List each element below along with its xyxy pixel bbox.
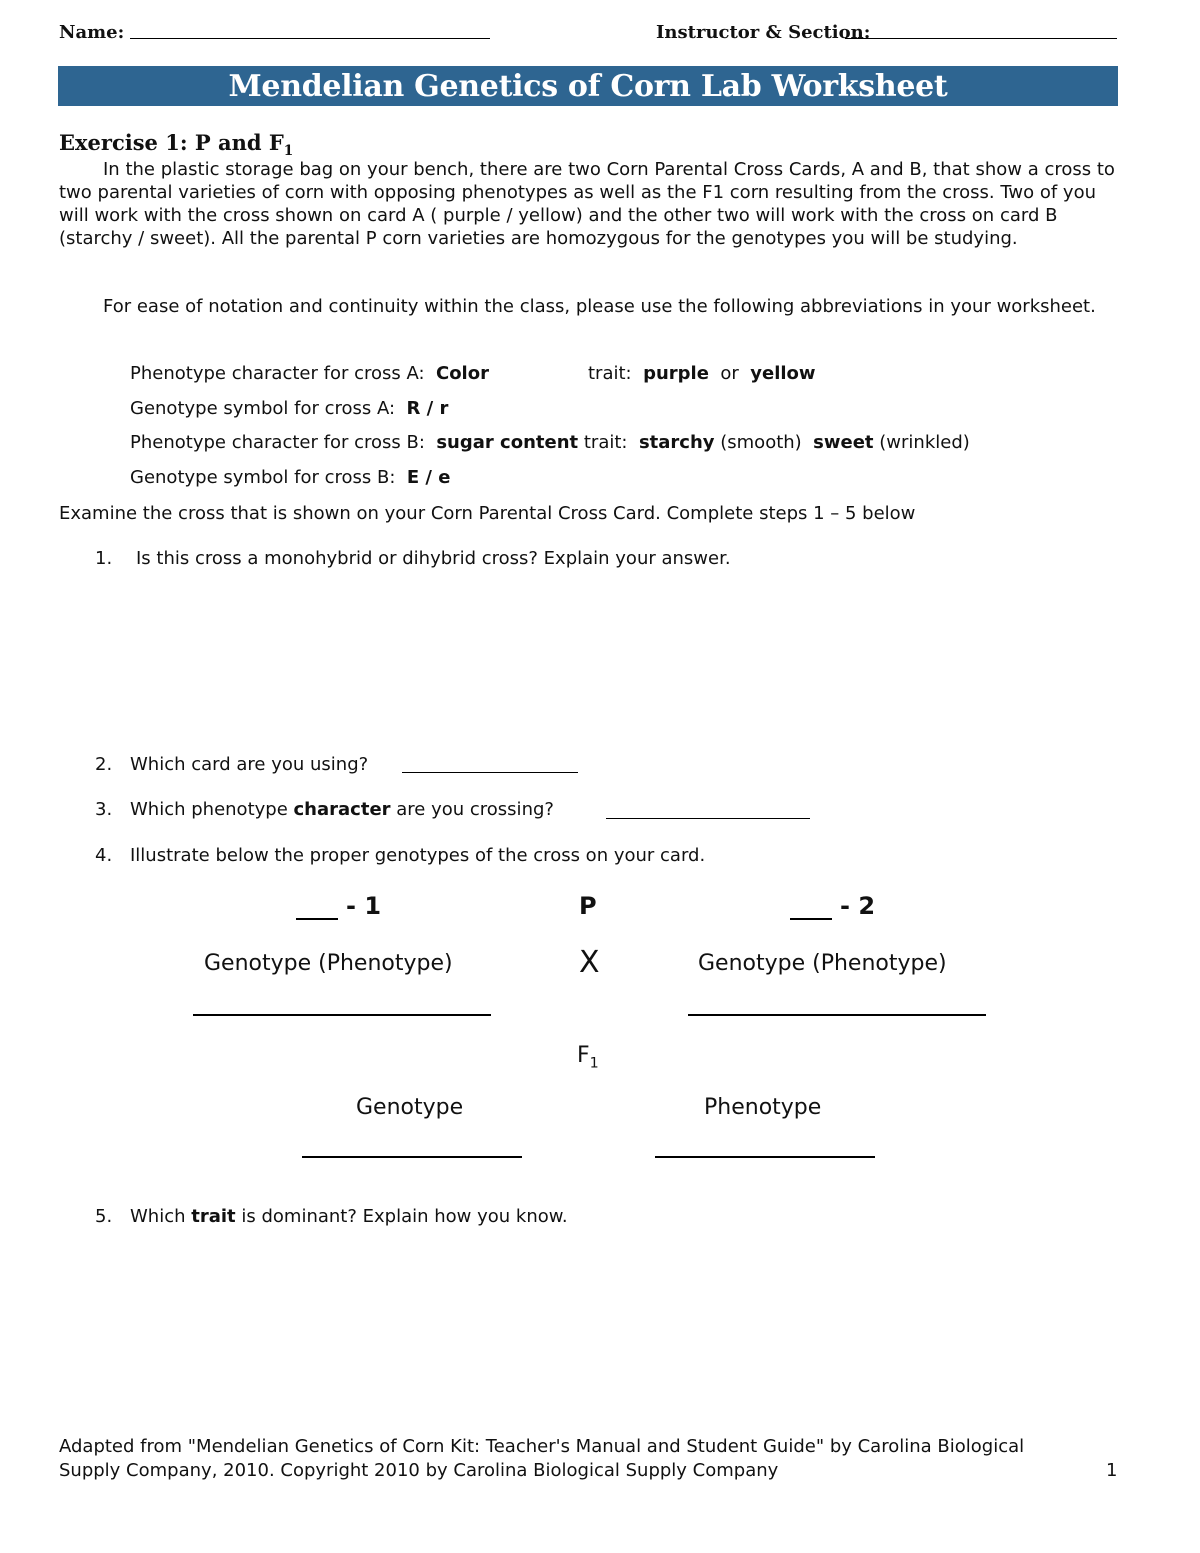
instruction-text: Examine the cross that is shown on your Corn Parental Cross Card. Complete steps 1 – 5 below xyxy=(59,503,916,524)
parent2-answer-line[interactable] xyxy=(688,1014,986,1016)
name-field-line[interactable] xyxy=(130,38,490,39)
abbr-row-b-char xyxy=(130,431,970,454)
q1-text: Is this cross a monohybrid or dihybrid cross? Explain your answer. xyxy=(136,548,731,569)
f1-sub: 1 xyxy=(589,1055,599,1072)
q3-number: 3. xyxy=(95,799,113,820)
parent2-label: - 2 xyxy=(840,892,876,920)
q5-bold: trait xyxy=(191,1206,236,1227)
q2-number: 2. xyxy=(95,754,113,775)
q5-answer-area[interactable] xyxy=(130,1235,1110,1415)
or-word: or xyxy=(720,363,739,384)
page-title: Mendelian Genetics of Corn Lab Worksheet xyxy=(228,69,948,104)
f1-letter: F xyxy=(577,1043,590,1068)
parent1-genotype-phenotype-label: Genotype (Phenotype) xyxy=(204,951,453,976)
parent1-label: - 1 xyxy=(346,892,382,920)
b-trait-2: sweet xyxy=(813,432,874,453)
q3-post: are you crossing? xyxy=(396,799,554,820)
q4-number: 4. xyxy=(95,845,113,866)
exercise-heading-sub: 1 xyxy=(283,143,294,160)
footer-credit-line2: Supply Company, 2010. Copyright 2010 by Carolina Biological Supply Company xyxy=(59,1460,779,1481)
p-generation-label: P xyxy=(579,892,597,920)
a-char-value: Color xyxy=(435,363,489,384)
b-geno-label: Genotype symbol for cross B: xyxy=(130,467,396,488)
b-trait-1-note: (smooth) xyxy=(720,432,802,453)
a-trait-label: trait: xyxy=(588,363,632,384)
abbr-row-a-trait xyxy=(588,362,816,385)
parent2-blank[interactable] xyxy=(790,918,832,920)
abbr-row-a-char xyxy=(130,362,489,385)
a-char-label: Phenotype character for cross A: xyxy=(130,363,425,384)
q3-bold: character xyxy=(293,799,391,820)
a-geno-label: Genotype symbol for cross A: xyxy=(130,398,396,419)
footer-credit-line1: Adapted from "Mendelian Genetics of Corn Kit: Teacher's Manual and Student Guide" by Carolina Biological xyxy=(59,1436,1025,1457)
q3-answer-line[interactable] xyxy=(606,818,810,819)
f1-genotype-label: Genotype xyxy=(356,1095,464,1120)
parent1-answer-line[interactable] xyxy=(193,1014,491,1016)
notation-paragraph: For ease of notation and continuity within the class, please use the following abbreviations in your worksheet. xyxy=(103,296,1096,317)
instructor-field-line[interactable] xyxy=(845,38,1117,39)
title-bar xyxy=(58,66,1118,106)
q3-pre: Which phenotype xyxy=(130,799,288,820)
cross-x-symbol: X xyxy=(579,945,600,980)
b-trait-1: starchy xyxy=(638,432,715,453)
q2-text: Which card are you using? xyxy=(130,754,369,775)
a-trait-2: yellow xyxy=(750,363,816,384)
q4-text: Illustrate below the proper genotypes of the cross on your card. xyxy=(130,845,706,866)
q5-post: is dominant? Explain how you know. xyxy=(241,1206,568,1227)
b-geno-value: E / e xyxy=(406,467,451,488)
q5-pre: Which xyxy=(130,1206,186,1227)
parent2-genotype-phenotype-label: Genotype (Phenotype) xyxy=(698,951,947,976)
f1-generation-label xyxy=(577,1043,599,1071)
b-char-value: sugar content xyxy=(436,432,579,453)
q3-text xyxy=(130,798,554,821)
f1-genotype-answer-line[interactable] xyxy=(302,1156,522,1158)
exercise-heading xyxy=(59,130,293,159)
f1-phenotype-label: Phenotype xyxy=(704,1095,822,1120)
abbr-row-a-geno xyxy=(130,397,448,420)
instructor-label: Instructor & Section: xyxy=(656,22,871,43)
a-trait-1: purple xyxy=(643,363,709,384)
q5-text xyxy=(130,1205,568,1228)
page-number: 1 xyxy=(1106,1460,1118,1481)
f1-phenotype-answer-line[interactable] xyxy=(655,1156,875,1158)
abbr-row-b-geno xyxy=(130,466,450,489)
q1-number: 1. xyxy=(95,548,113,569)
parent1-blank[interactable] xyxy=(296,918,338,920)
a-geno-value: R / r xyxy=(406,398,449,419)
exercise-heading-text: Exercise 1: P and F xyxy=(59,130,284,155)
q1-answer-area[interactable] xyxy=(130,575,1110,735)
q2-answer-line[interactable] xyxy=(402,772,578,773)
q5-number: 5. xyxy=(95,1206,113,1227)
name-label: Name: xyxy=(59,22,125,43)
b-trait-2-note: (wrinkled) xyxy=(879,432,970,453)
b-char-label: Phenotype character for cross B: xyxy=(130,432,425,453)
b-trait-label: trait: xyxy=(583,432,628,453)
intro-paragraph: In the plastic storage bag on your bench, there are two Corn Parental Cross Cards, A and B, that show a cross to two parental varieties of corn with opposing phenotypes as well as the F1 corn resulting from the cross. Two of you will work with the cross shown on card A ( purple / yellow) and the other two will work with the cross on card B (starchy / sweet). All the parental P corn varieties are homozygous for the genotypes you will be studying. xyxy=(59,159,1115,249)
